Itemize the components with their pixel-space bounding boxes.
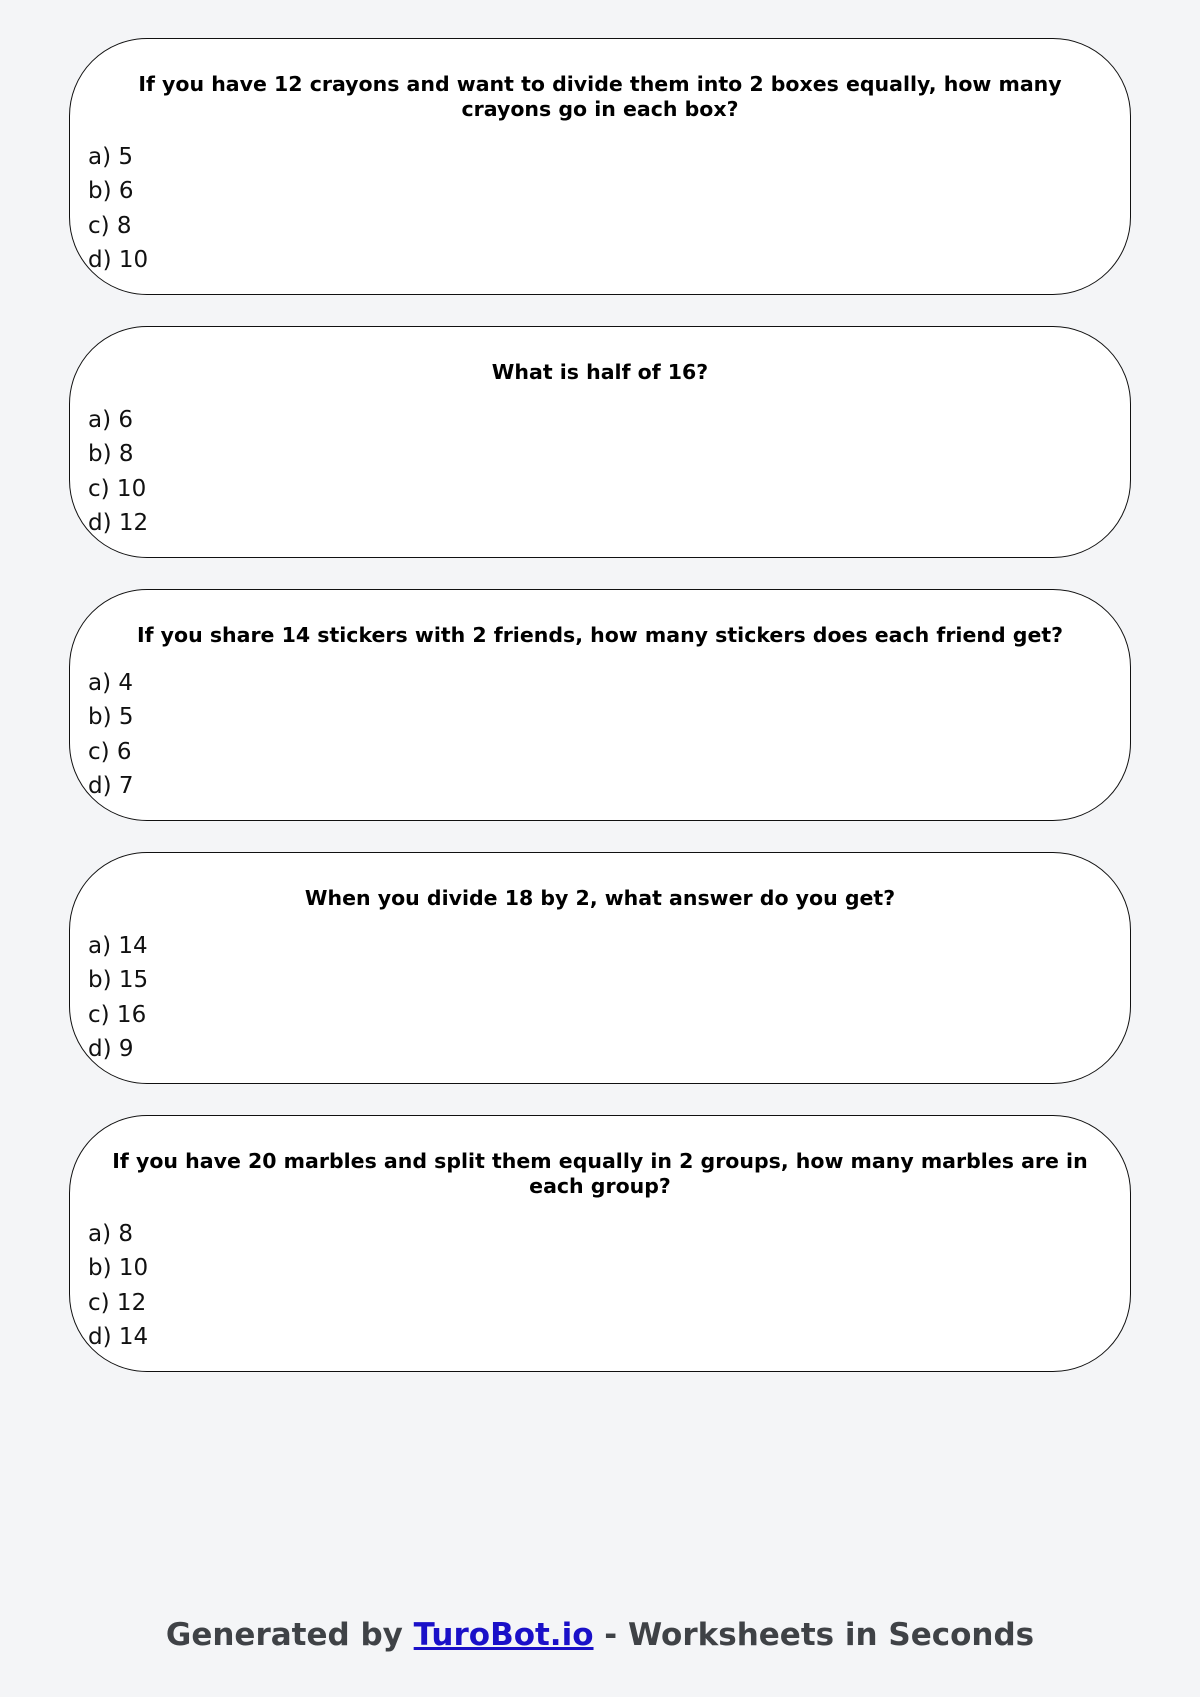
question-text: When you divide 18 by 2, what answer do you get? bbox=[304, 886, 896, 910]
answer-option: c) 16 bbox=[88, 1001, 147, 1028]
answer-options bbox=[88, 929, 148, 1066]
answer-option: a) 4 bbox=[88, 670, 134, 696]
question-card bbox=[69, 589, 1131, 821]
answer-options bbox=[88, 140, 148, 277]
question-card bbox=[69, 326, 1131, 558]
answer-option: a) 8 bbox=[88, 1221, 134, 1247]
turobot-link[interactable]: TuroBot.io bbox=[413, 1617, 594, 1653]
question-text: If you have 12 crayons and want to divide them into 2 boxes equally, how many crayons go in each box? bbox=[138, 72, 1062, 121]
question-text: If you have 20 marbles and split them equally in 2 groups, how many marbles are in each group? bbox=[112, 1149, 1088, 1198]
question-card bbox=[69, 38, 1131, 295]
answer-option: c) 6 bbox=[88, 738, 132, 765]
answer-option: d) 10 bbox=[88, 246, 149, 273]
footer-prefix: Generated by bbox=[165, 1617, 414, 1653]
answer-options bbox=[88, 1217, 148, 1354]
answer-options bbox=[88, 666, 134, 803]
answer-option: c) 10 bbox=[88, 475, 147, 502]
answer-options bbox=[88, 403, 148, 540]
answer-option: b) 6 bbox=[88, 178, 134, 205]
answer-option: a) 14 bbox=[88, 933, 148, 959]
answer-option: d) 7 bbox=[88, 772, 134, 799]
question-card bbox=[69, 1115, 1131, 1372]
answer-option: d) 9 bbox=[88, 1035, 134, 1062]
answer-option: b) 5 bbox=[88, 704, 134, 731]
question-text: What is half of 16? bbox=[491, 360, 709, 384]
answer-option: a) 5 bbox=[88, 144, 134, 170]
answer-option: b) 8 bbox=[88, 441, 134, 468]
answer-option: b) 10 bbox=[88, 1255, 149, 1282]
footer-suffix: - Worksheets in Seconds bbox=[593, 1617, 1035, 1653]
footer-credit bbox=[0, 1617, 1200, 1653]
answer-option: d) 12 bbox=[88, 509, 149, 536]
answer-option: d) 14 bbox=[88, 1323, 149, 1350]
question-card bbox=[69, 852, 1131, 1084]
answer-option: c) 12 bbox=[88, 1289, 147, 1316]
question-text: If you share 14 stickers with 2 friends, how many stickers does each friend get? bbox=[136, 623, 1064, 647]
answer-option: a) 6 bbox=[88, 407, 134, 433]
answer-option: c) 8 bbox=[88, 212, 132, 239]
answer-option: b) 15 bbox=[88, 967, 149, 994]
